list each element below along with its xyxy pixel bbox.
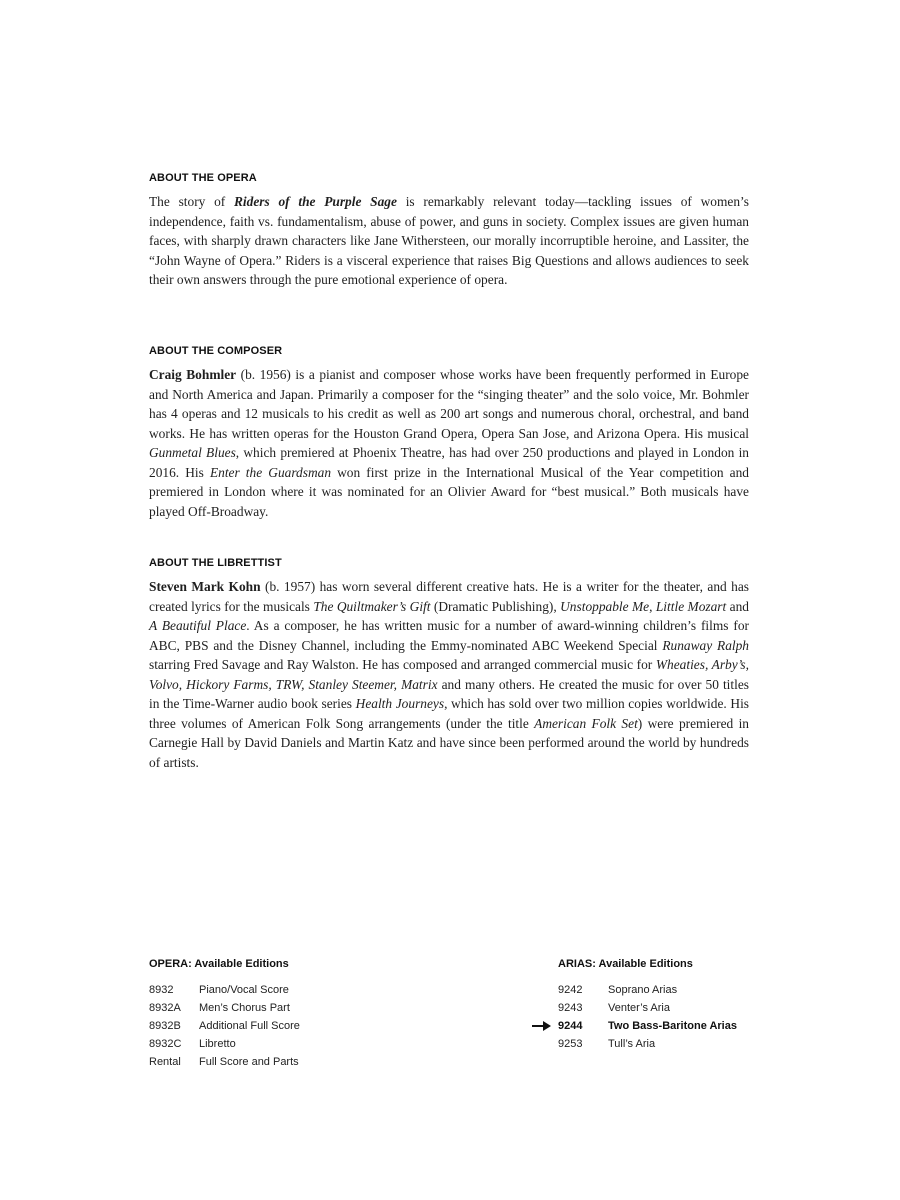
edition-row: [558, 1035, 798, 1053]
edition-code: 8932: [149, 984, 174, 996]
about-opera-section: [149, 172, 749, 290]
work-title: Runaway Ralph: [662, 637, 749, 653]
text-run: (b. 1957) has worn several different creative hats. He is a writer for the theater, and has created lyrics for the musicals: [149, 579, 749, 614]
text-run: , which has sold over two million copies worldwide. His three volumes of American Folk Song arrangements (under the title: [149, 696, 749, 731]
text-run: ,: [649, 598, 656, 614]
text-run: The story of: [149, 194, 234, 209]
edition-code: 9243: [558, 1002, 583, 1014]
text-run: starring Fred Savage and Ray Walston. He has composed and arranged commercial music for: [149, 657, 656, 672]
text-run: is remarkably relevant today—tackling issues of women’s independence, faith vs. fundamentalism, abuse of power, and guns in society. Complex issues are given human faces, with sharply drawn characters like Jane Withersteen, our morally incorruptible heroine, and Lassiter, the “John Wayne of Opera.” Riders is a visceral experience that raises Big Questions and allows audiences to seek their own answers through the pure emotional experience of opera.: [149, 194, 749, 287]
about-librettist-heading: ABOUT THE LIBRETTIST: [149, 557, 282, 569]
edition-code: 8932B: [149, 1020, 181, 1032]
about-composer-paragraph: [149, 365, 749, 521]
edition-row: [149, 981, 389, 999]
edition-title: Additional Full Score: [199, 1020, 300, 1032]
text-run: ) were premiered in Carnegie Hall by David Daniels and Martin Katz and have since been performed around the world by hundreds of artists.: [149, 715, 749, 770]
edition-code: 9253: [558, 1038, 583, 1050]
about-composer-section: [149, 345, 749, 521]
edition-code: 8932C: [149, 1038, 182, 1050]
text-run: (Dramatic Publishing),: [430, 598, 561, 614]
about-librettist-paragraph: [149, 577, 749, 772]
text-run: . As a composer, he has written music for a number of award-winning children’s films for ABC, PBS and the Disney Channel, including the Emmy-nominated ABC Weekend Special: [149, 618, 749, 653]
edition-title: Men’s Chorus Part: [199, 1002, 290, 1014]
work-title: Little Mozart: [655, 598, 727, 614]
opera-title: Riders of the Purple Sage: [234, 194, 397, 209]
edition-title: Venter’s Aria: [608, 1002, 670, 1014]
librettist-name: Steven Mark Kohn: [149, 579, 261, 594]
text-run: and many others. He created the music for over 50 titles in the Time-Warner audio book series: [149, 676, 749, 711]
work-title: American Folk Set: [534, 715, 638, 731]
about-opera-paragraph: [149, 192, 749, 290]
edition-code: Rental: [149, 1056, 181, 1068]
edition-code: 8932A: [149, 1002, 181, 1014]
text-run: won first prize in the International Musical of the Year competition and premiered in London where it was nominated for an Olivier Award for “best musical.” Both musicals have played Off-Broadway.: [149, 464, 749, 519]
work-title: A Beautiful Place: [149, 618, 247, 633]
edition-title: Two Bass-Baritone Arias: [608, 1020, 737, 1032]
edition-row: [558, 999, 798, 1017]
work-title: Unstoppable Me: [560, 598, 650, 614]
about-opera-heading: ABOUT THE OPERA: [149, 172, 257, 184]
text-run: , which premiered at Phoenix Theatre, has had over 250 productions and played in London in 2016. His: [149, 445, 749, 480]
text-run: and: [726, 598, 749, 614]
edition-row-selected: [558, 1017, 798, 1035]
edition-code: 9244: [558, 1020, 583, 1032]
edition-row: [149, 1017, 389, 1035]
work-title: Enter the Guardsman: [209, 464, 332, 480]
edition-title: Libretto: [199, 1038, 236, 1050]
edition-row: [149, 1053, 389, 1071]
edition-row: [558, 981, 798, 999]
edition-title: Soprano Arias: [608, 984, 678, 996]
work-title: The Quiltmaker’s Gift: [313, 598, 431, 614]
edition-title: Piano/Vocal Score: [199, 984, 289, 996]
opera-editions-list: [149, 958, 389, 1071]
work-title: Gunmetal Blues: [149, 445, 236, 460]
composer-name: Craig Bohmler: [149, 367, 237, 382]
work-title: Health Journeys: [355, 696, 445, 711]
about-composer-heading: ABOUT THE COMPOSER: [149, 345, 283, 357]
right-arrow-icon: [530, 1017, 554, 1035]
about-librettist-section: [149, 557, 749, 772]
edition-row: [149, 1035, 389, 1053]
text-run: (b. 1956) is a pianist and composer whose works have been frequently performed in Europe and North America and Japan. Primarily a composer for the “singing theater” and the solo voice, Mr. Bohmler has 4 operas and 12 musicals to his credit as well as 200 art songs and numerous choral, orchestral, and band works. He has written operas for the Houston Grand Opera, Opera San Jose, and Arizona Opera. His musical: [149, 367, 749, 441]
arias-editions-heading: ARIAS: Available Editions: [558, 958, 693, 970]
arias-editions-list: [558, 958, 798, 1053]
edition-title: Full Score and Parts: [199, 1056, 299, 1068]
edition-code: 9242: [558, 984, 583, 996]
edition-title: Tull’s Aria: [608, 1038, 656, 1050]
opera-editions-heading: OPERA: Available Editions: [149, 958, 289, 970]
edition-row: [149, 999, 389, 1017]
client-list: Wheaties, Arby’s, Volvo, Hickory Farms, TRW, Stanley Steemer, Matrix: [149, 657, 749, 692]
